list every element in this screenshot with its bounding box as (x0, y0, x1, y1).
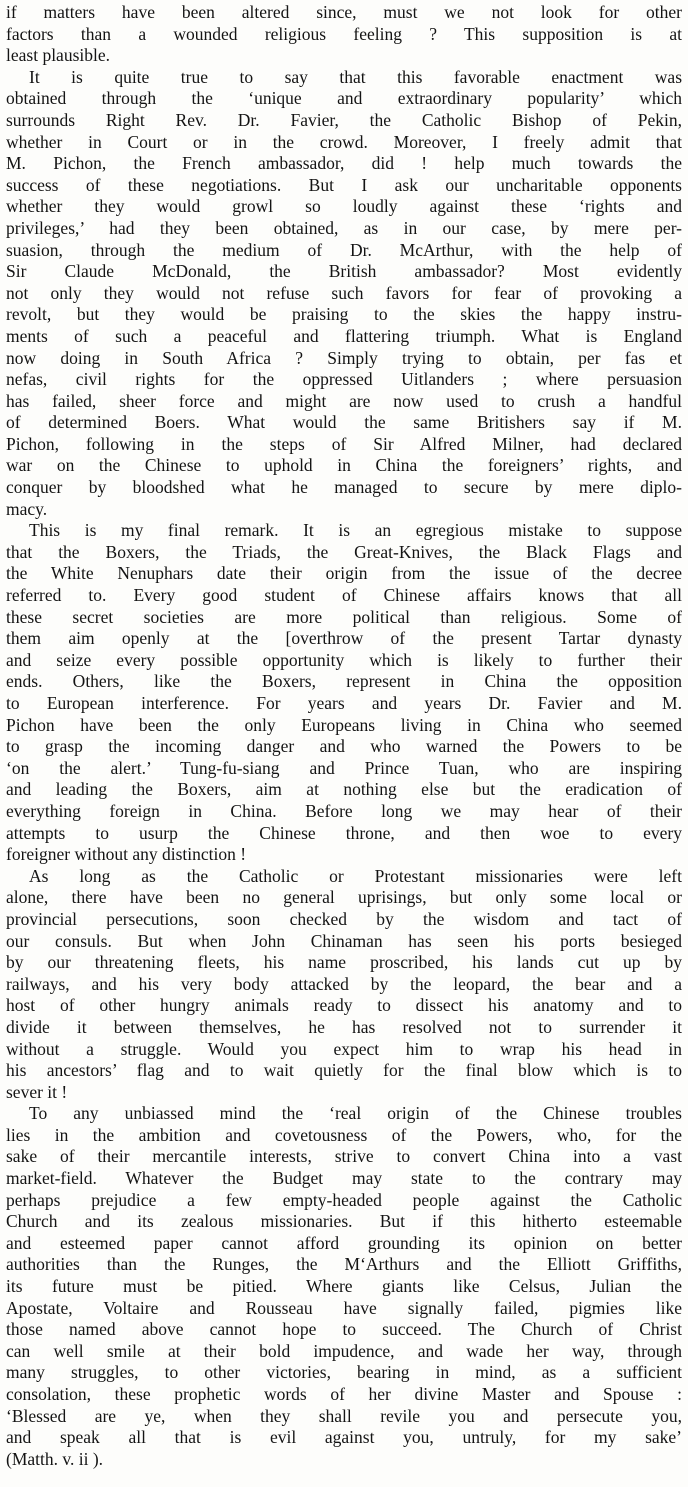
text-line: factors than a wounded religious feeling ? This supposition is at (6, 23, 682, 44)
text-line: ments of such a peaceful and flattering triumph. What is England (6, 325, 682, 346)
text-line: and speak all that is evil against you, untruly, for my sake’ (6, 1427, 682, 1448)
text-line: whether they would growl so loudly against these ‘rights and (6, 196, 682, 217)
text-line: host of other hungry animals ready to dissect his anatomy and to (6, 995, 682, 1016)
text-line: and esteemed paper cannot afford grounding its opinion on better (6, 1232, 682, 1253)
text-line: To any unbiassed mind the ‘real origin of the Chinese troubles (29, 1103, 682, 1124)
text-line: suasion, through the medium of Dr. McArthur, with the help of (6, 239, 682, 260)
text-line: macy. (6, 498, 48, 519)
text-line: market-field. Whatever the Budget may state to the contrary may (6, 1168, 682, 1189)
text-line: his ancestors’ flag and to wait quietly for the final blow which is to (6, 1060, 682, 1081)
text-line: everything foreign in China. Before long we may hear of their (6, 800, 682, 821)
text-line: of determined Boers. What would the same Britishers say if M. (6, 412, 682, 433)
text-line: M. Pichon, the French ambassador, did ! help much towards the (6, 153, 682, 174)
text-line: our consuls. But when John Chinaman has seen his ports besieged (6, 930, 682, 951)
text-line: those named above cannot hope to succeed. The Church of Christ (6, 1319, 682, 1340)
article-paragraph (6, 67, 682, 520)
text-line: to European interference. For years and years Dr. Favier and M. (6, 693, 682, 713)
text-line: It is quite true to say that this favorable enactment was (29, 66, 682, 87)
text-line: perhaps prejudice a few empty-headed people against the Catholic (6, 1189, 682, 1210)
text-line: consolation, these prophetic words of her divine Master and Spouse : (6, 1384, 682, 1404)
text-line: whether in Court or in the crowd. Moreover, I freely admit that (6, 131, 682, 152)
article-paragraph (6, 1103, 682, 1470)
text-line: many struggles, to other victories, bearing in mind, as a sufficient (6, 1362, 682, 1383)
text-line: has failed, sheer force and might are now used to crush a handful (6, 390, 682, 411)
text-line: As long as the Catholic or Protestant missionaries were left (29, 865, 682, 886)
text-line: Pichon have been the only Europeans living in China who seemed (6, 714, 682, 735)
text-line: them aim openly at the [overthrow of the present Tartar dynasty (6, 628, 682, 649)
text-line: divide it between themselves, he has resolved not to surrender it (6, 1016, 682, 1037)
text-line: authorities than the Runges, the M‘Arthurs and the Elliott Griffiths, (6, 1254, 682, 1275)
text-line: Pichon, following in the steps of Sir Alfred Milner, had declared (6, 433, 682, 454)
text-line: alone, there have been no general uprisings, but only some local or (6, 887, 682, 908)
text-line: that the Boxers, the Triads, the Great-Knives, the Black Flags and (6, 541, 682, 562)
text-line: conquer by bloodshed what he managed to secure by mere diplo- (6, 477, 682, 498)
text-line: ‘Blessed are ye, when they shall revile you and persecute you, (6, 1405, 682, 1426)
text-line: and seize every possible opportunity which is likely to further their (6, 649, 682, 670)
text-line: surrounds Right Rev. Dr. Favier, the Catholic Bishop of Pekin, (6, 109, 682, 130)
text-line: Apostate, Voltaire and Rousseau have signally failed, pigmies like (6, 1297, 682, 1318)
text-line: ends. Others, like the Boxers, represent in China the opposition (6, 671, 682, 692)
text-line: foreigner without any distinction ! (6, 844, 247, 865)
text-line: not only they would not refuse such favors for fear of provoking a (6, 282, 682, 303)
article-body (6, 2, 682, 1470)
text-line: ‘on the alert.’ Tung-fu-siang and Prince Tuan, who are inspiring (6, 757, 682, 778)
text-line: railways, and his very body attacked by the leopard, the bear and a (6, 973, 682, 994)
text-line: and leading the Boxers, aim at nothing else but the eradication of (6, 779, 682, 800)
text-line: without a struggle. Would you expect him to wrap his head in (6, 1038, 682, 1059)
text-line: can well smile at their bold impudence, and wade her way, through (6, 1340, 682, 1361)
text-line: This is my final remark. It is an egregious mistake to suppose (29, 520, 682, 541)
text-line: to grasp the incoming danger and who warned the Powers to be (6, 736, 682, 757)
text-line: attempts to usurp the Chinese throne, and then woe to every (6, 822, 682, 843)
text-line: least plausible. (6, 45, 111, 66)
text-line: obtained through the ‘unique and extraordinary popularity’ which (6, 88, 682, 109)
article-paragraph (6, 2, 682, 67)
article-paragraph (6, 866, 682, 1104)
text-line: Church and its zealous missionaries. But if this hitherto esteemable (6, 1211, 682, 1232)
text-line: the White Nenuphars date their origin from the issue of the decree (6, 563, 682, 584)
text-line: if matters have been altered since, must we not look for other (6, 2, 682, 22)
text-line: nefas, civil rights for the oppressed Uitlanders ; where persuasion (6, 369, 682, 390)
text-line: success of these negotiations. But I ask our uncharitable opponents (6, 174, 682, 195)
text-line: Sir Claude McDonald, the British ambassador? Most evidently (6, 261, 682, 282)
text-line: its future must be pitied. Where giants like Celsus, Julian the (6, 1276, 682, 1297)
text-line: these secret societies are more political than religious. Some of (6, 606, 682, 627)
text-line: by our threatening fleets, his name proscribed, his lands cut up by (6, 952, 682, 973)
text-line: lies in the ambition and covetousness of the Powers, who, for the (6, 1124, 682, 1145)
text-line: sever it ! (6, 1081, 68, 1102)
text-line: sake of their mercantile interests, strive to convert China into a vast (6, 1146, 682, 1167)
text-line: referred to. Every good student of Chinese affairs knows that all (6, 585, 682, 606)
text-line: now doing in South Africa ? Simply trying to obtain, per fas et (6, 347, 682, 368)
text-line: revolt, but they would be praising to the skies the happy instru- (6, 304, 682, 325)
text-line: provincial persecutions, soon checked by the wisdom and tact of (6, 908, 682, 929)
article-paragraph (6, 520, 682, 866)
text-line: war on the Chinese to uphold in China the foreigners’ rights, and (6, 455, 682, 476)
text-line: privileges,’ had they been obtained, as in our case, by mere per- (6, 217, 682, 238)
text-line: (Matth. v. ii ). (6, 1448, 104, 1469)
